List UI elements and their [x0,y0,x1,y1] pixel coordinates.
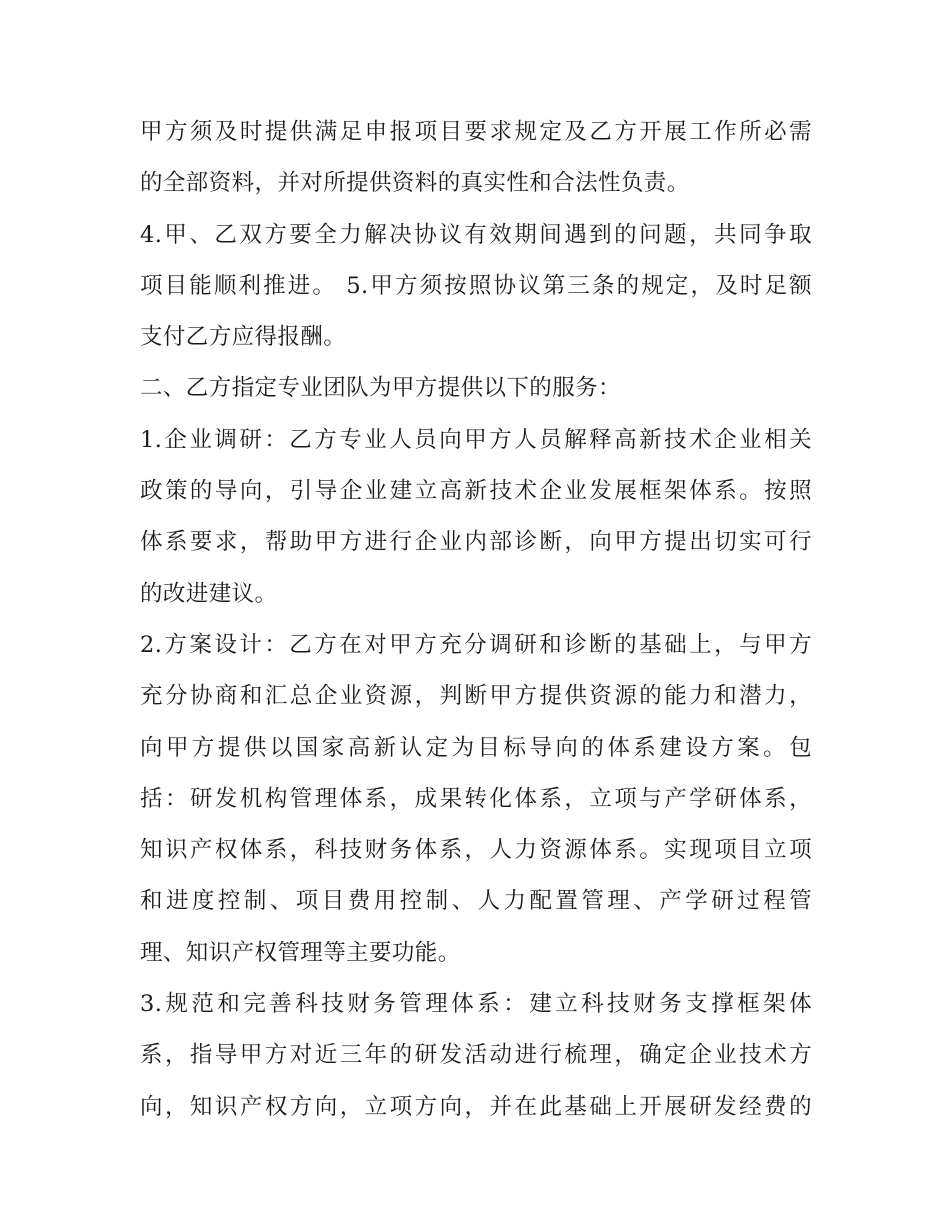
text-line: 项目能顺利推进。 5.甲方须按照协议第三条的规定，及时足额 [140,272,812,299]
text-line: 甲方须及时提供满足申报项目要求规定及乙方开展工作所必需 [140,119,812,145]
section-heading: 二、乙方指定专业团队为甲方提供以下的服务： [140,375,621,402]
text-line: 的全部资料，并对所提供资料的真实性和合法性负责。 [140,170,690,197]
text-line: 知识产权体系，科技财务体系，人力资源体系。实现项目立项 [140,837,812,864]
text-line: 充分协商和汇总企业资源，判断甲方提供资源的能力和潜力， [140,683,812,710]
text-line: 1.企业调研：乙方专业人员向甲方人员解释高新技术企业相关 [140,426,812,453]
text-line: 支付乙方应得报酬。 [140,324,347,351]
text-line: 向甲方提供以国家高新认定为目标导向的体系建设方案。包 [140,734,812,761]
text-line: 体系要求，帮助甲方进行企业内部诊断，向甲方提出切实可行 [140,529,812,556]
text-line: 理、知识产权管理等主要功能。 [140,939,461,966]
text-line: 括：研发机构管理体系，成果转化体系，立项与产学研体系， [140,785,812,812]
text-line: 和进度控制、项目费用控制、人力配置管理、产学研过程管 [140,888,812,915]
text-line: 4.甲、乙双方要全力解决协议有效期间遇到的问题，共同争取 [140,221,812,248]
text-line: 系，指导甲方对近三年的研发活动进行梳理，确定企业技术方 [140,1042,812,1069]
text-line: 政策的导向，引导企业建立高新技术企业发展框架体系。按照 [140,478,812,505]
text-line: 向，知识产权方向，立项方向，并在此基础上开展研发经费的 [140,1093,812,1120]
document-body [140,107,820,1133]
text-line: 的改进建议。 [140,580,278,607]
text-line: 3.规范和完善科技财务管理体系：建立科技财务支撑框架体 [140,991,812,1018]
text-line: 2.方案设计：乙方在对甲方充分调研和诊断的基础上，与甲方 [140,631,812,658]
